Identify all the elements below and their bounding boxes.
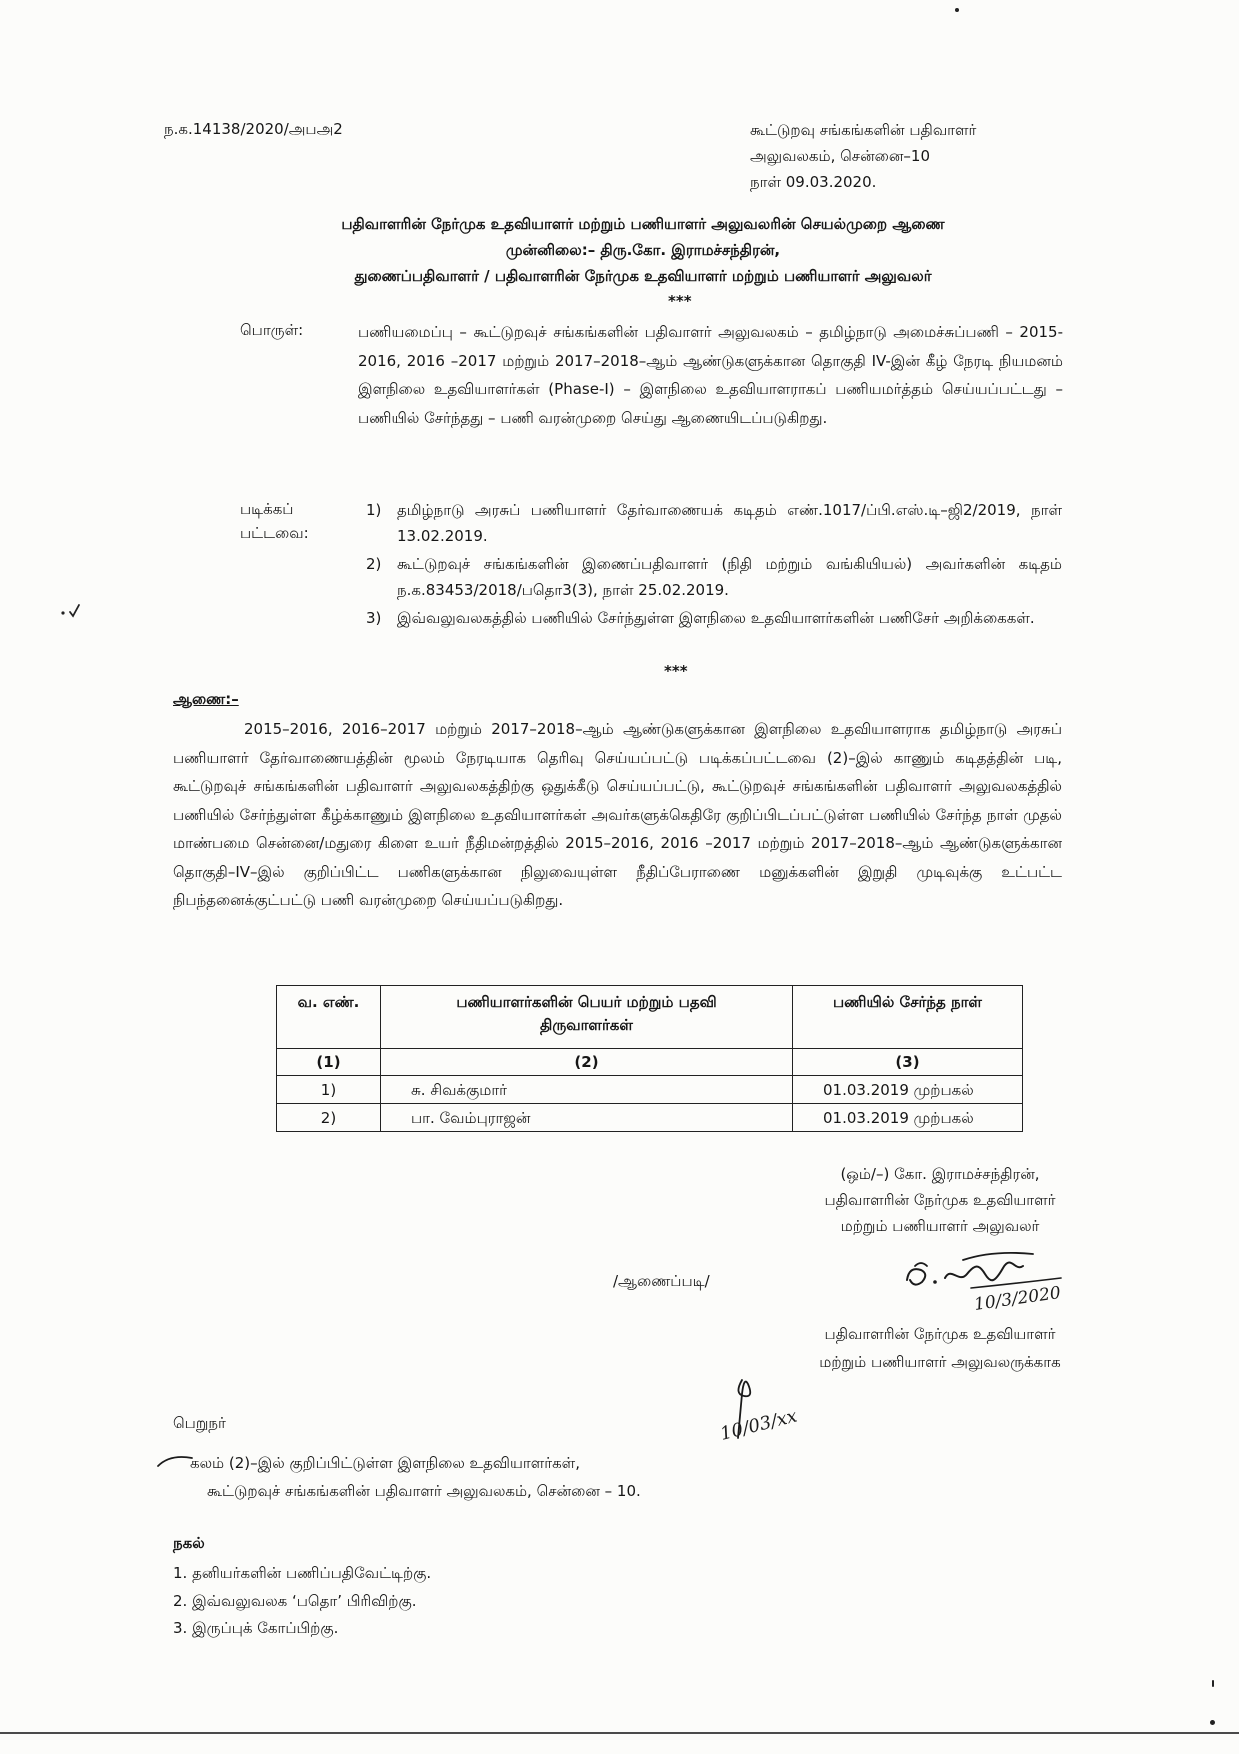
presiding-officer: முன்னிலை:– திரு.கோ. இராமச்சந்திரன், [505,241,781,259]
references-label-line: பட்டவை: [240,524,309,542]
pen-stroke-mark [156,1450,194,1478]
scan-speck [1210,1720,1215,1725]
joining-date-cell: 01.03.2019 முற்பகல் [793,1104,1023,1132]
attestation-block [780,1320,1100,1376]
column-header-serial: வ. எண். [277,986,381,1049]
order-date: நாள் 09.03.2020. [750,173,877,191]
scan-speck [955,8,959,12]
reference-text: கூட்டுறவுச் சங்கங்களின் இணைப்பதிவாளர் (நிதி மற்றும் வங்கியியல்) அவர்களின் கடிதம் ந.க.83453/2018/பதொ3(3), நாள் 25.02.2019. [397,555,1062,599]
margin-tick-mark [60,600,84,626]
copy-to-heading: நகல் [173,1534,205,1552]
officer-designation: துணைப்பதிவாளர் / பதிவாளரின் நேர்முக உதவியாளர் மற்றும் பணியாளர் அலுவலர் [354,267,932,285]
recipients-heading: பெறுநர் [173,1414,226,1432]
attestation-designation: மற்றும் பணியாளர் அலுவலருக்காக [819,1353,1061,1371]
receipt-date: 10/03/xx [718,1405,800,1445]
column-number: (2) [381,1049,793,1076]
signatory-designation: மற்றும் பணியாளர் அலுவலர் [840,1217,1040,1235]
column-header-name: பணியாளர்களின் பெயர் மற்றும் பதவி திருவாளர்கள் [381,986,793,1049]
office-address [750,117,976,195]
reference-number-marker: 1) [366,501,382,519]
scan-speck [1212,1680,1214,1687]
serial-cell: 2) [277,1104,381,1132]
scan-edge-line [0,1732,1239,1734]
table-row [277,1076,1023,1104]
handwritten-date: 10/3/2020 [972,1283,1063,1315]
order-title: பதிவாளரின் நேர்முக உதவியாளர் மற்றும் பணியாளர் அலுவலரின் செயல்முறை ஆணை [341,215,945,233]
references-label [240,497,309,545]
list-item: 2. இவ்வலுவலக ‘பதொ’ பிரிவிற்கு. [173,1591,417,1610]
order-heading: ஆணை:– [173,690,239,708]
reference-number-marker: 3) [366,609,382,627]
serial-cell: 1) [277,1076,381,1104]
joining-date-cell: 01.03.2019 முற்பகல் [793,1076,1023,1104]
separator-stars: *** [668,292,692,310]
column-number: (3) [793,1049,1023,1076]
column-number: (1) [277,1049,381,1076]
handwritten-signature [893,1244,1083,1328]
handwritten-receipt-mark [712,1374,842,1464]
references-list [366,497,1062,633]
reference-item [366,605,1062,631]
subject-label: பொருள்: [240,321,304,339]
recipient-line: கலம் (2)–இல் குறிப்பிட்டுள்ள இளநிலை உதவியாளர்கள், [190,1454,580,1472]
by-order-label: /ஆணைப்படி/ [613,1272,710,1290]
column-number-row [277,1049,1023,1076]
reference-item [366,551,1062,603]
subject-text: பணியமைப்பு – கூட்டுறவுச் சங்கங்களின் பதிவாளர் அலுவலகம் – தமிழ்நாடு அமைச்சுப்பணி – 2015-2016, 2016 –2017 மற்றும் 2017–2018–ஆம் ஆண்டுகளுக்கான தொகுதி IV-இன் கீழ் நேரடி நியமனம் இளநிலை உதவியாளர்கள் (Phase-I) – இளநிலை உதவியாளராகப் பணியமர்த்தம் செய்யப்பட்டது – பணியில் சேர்ந்தது – பணி வரன்முறை செய்து ஆணையிடப்படுகிறது. [358,323,1063,427]
reference-number-marker: 2) [366,555,382,573]
separator-stars: *** [664,662,688,680]
reference-text: தமிழ்நாடு அரசுப் பணியாளர் தேர்வாணையக் கடிதம் எண்.1017/ப்பி.எஸ்.டி–ஜி2/2019, நாள் 13.02.2019. [397,501,1062,545]
name-cell: பா. வேம்புராஜன் [381,1104,793,1132]
table-header-row [277,986,1023,1049]
list-item: 3. இருப்புக் கோப்பிற்கு. [173,1619,339,1637]
staff-table [276,985,1023,1132]
reference-item [366,497,1062,549]
name-cell: சு. சிவக்குமார் [381,1076,793,1104]
references-label-line: படிக்கப் [240,500,294,518]
order-title-block [200,211,1086,289]
office-name: கூட்டுறவு சங்கங்களின் பதிவாளர் [750,121,977,139]
table-row [277,1104,1023,1132]
office-location: அலுவலகம், சென்னை–10 [750,147,930,165]
reference-number: ந.க.14138/2020/அபஅ2 [164,120,343,138]
signatory-name: (ஒம்/–) கோ. இராமச்சந்திரன், [840,1165,1040,1183]
copy-to-list [173,1560,431,1643]
list-item: 1. தனியர்களின் பணிப்பதிவேட்டிற்கு. [173,1564,432,1582]
recipient-line: கூட்டுறவுச் சங்கங்களின் பதிவாளர் அலுவலகம், சென்னை – 10. [207,1482,641,1500]
signatory-designation: பதிவாளரின் நேர்முக உதவியாளர் [824,1191,1056,1209]
column-header-joining-date: பணியில் சேர்ந்த நாள் [793,986,1023,1049]
order-text: 2015–2016, 2016–2017 மற்றும் 2017–2018–ஆம் ஆண்டுகளுக்கான இளநிலை உதவியாளராக தமிழ்நாடு அரசுப் பணியாளர் தேர்வாணையத்தின் மூலம் நேரடியாக தெரிவு செய்யப்பட்டு படிக்கப்பட்டவை (2)–இல் காணும் கடிதத்தின் படி, கூட்டுறவுச் சங்கங்களின் பதிவாளர் அலுவலகத்திற்கு ஒதுக்கீடு செய்யப்பட்டு, கூட்டுறவுச் சங்கங்களின் பதிவாளர் அலுவலகத்தில் பணியில் சேர்ந்துள்ள கீழ்க்காணும் இளநிலை உதவியாளர்கள் அவர்களுக்கெதிரே குறிப்பிடப்பட்டுள்ள பணியில் சேர்ந்த நாள் முதல் மாண்பமை சென்னை/மதுரை கிளை உயர் நீதிமன்றத்தில் 2015–2016, 2016 –2017 மற்றும் 2017–2018–ஆம் ஆண்டுகளுக்கான தொகுதி–IV–இல் குறிப்பிட்ட பணிகளுக்கான நிலுவையுள்ள நீதிப்பேராணை மனுக்களின் இறுதி முடிவுக்கு உட்பட்ட நிபந்தனைக்குட்பட்டு பணி வரன்முறை செய்யப்படுகிறது. [173,720,1063,909]
reference-text: இவ்வலுவலகத்தில் பணியில் சேர்ந்துள்ள இளநிலை உதவியாளர்களின் பணிசேர் அறிக்கைகள். [397,609,1035,627]
attestation-designation: பதிவாளரின் நேர்முக உதவியாளர் [824,1325,1056,1343]
signatory-block [780,1161,1100,1239]
